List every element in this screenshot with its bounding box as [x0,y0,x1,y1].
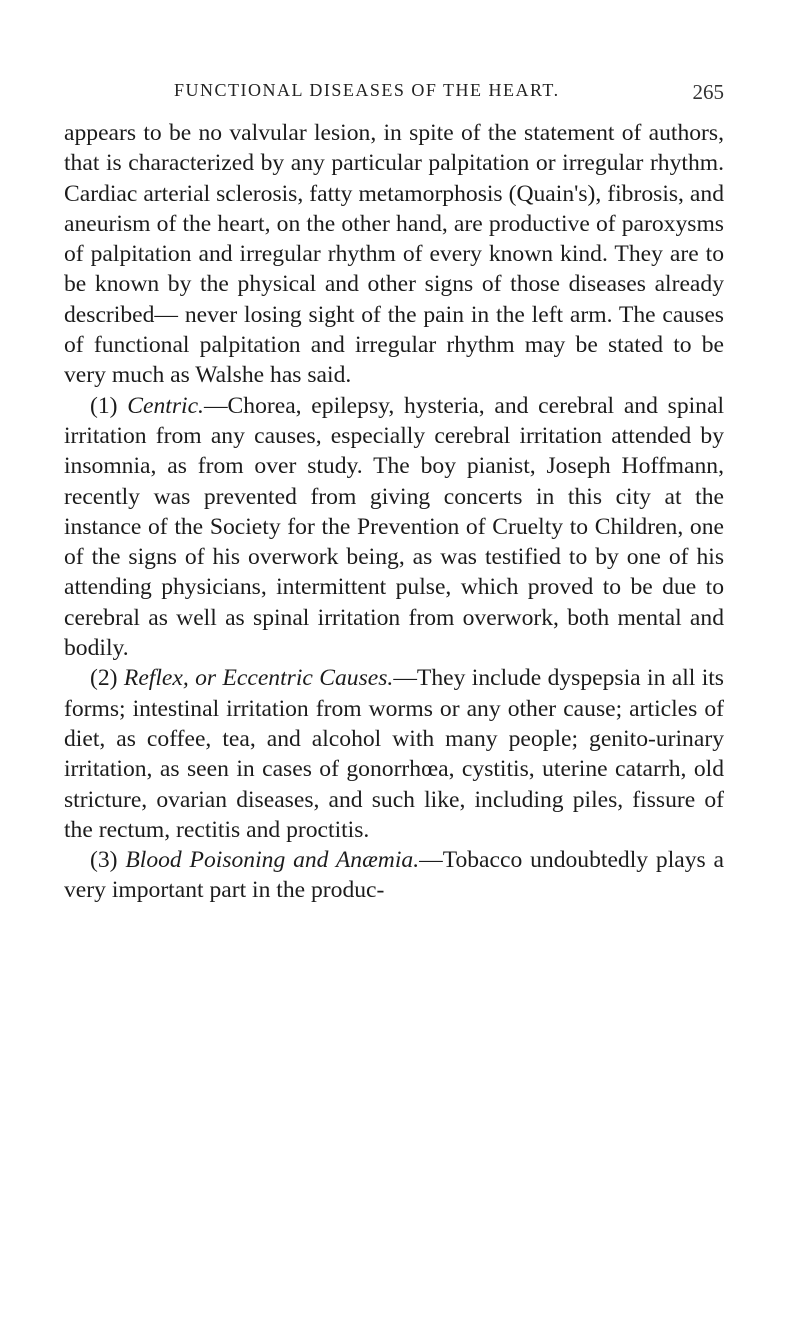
paragraph-text: —Tobacco undoubtedly plays a very important part in the produc- [64,847,725,904]
section-number: (3) [90,847,118,874]
page-header [64,80,724,108]
paragraph-centric [64,391,724,664]
section-number: (2) [90,665,118,692]
section-heading: Reflex, or Eccentric Causes. [123,665,394,692]
paragraph-blood-poisoning [64,845,724,906]
section-heading: Centric. [127,392,204,419]
paragraph-intro [64,118,724,391]
paragraph-text: —They include dyspepsia in all its forms; intestinal irritation from worms or any other cause; articles of diet, as coffee, tea, and alcohol with many people; genito-urinary irritation, as seen in cases of gonorrhœa, cystitis, uterine catarrh, old stricture, ovarian diseases, and such like, including piles, fissure of the rectum, rectitis and proctitis. [64,665,724,843]
page-number: 265 [692,80,724,104]
paragraph-reflex [64,663,724,845]
paragraph-text: —Chorea, epilepsy, hysteria, and cerebral and spinal irritation from any causes, especially cerebral irritation attended by insomnia, as from over study. The boy pianist, Joseph Hoffmann, recently was prevented from giving concerts in this city at the instance of the Society for the Prevention of Cruelty to Children, one of the signs of his overwork being, as was testified to by one of his attending physicians, intermittent pulse, which proved to be due to cerebral as well as spinal irritation from overwork, both mental and bodily. [64,392,724,662]
section-heading: Blood Poisoning and Anæmia. [125,847,420,874]
paragraph-text: appears to be no valvular lesion, in spite of the statement of authors, that is characterized by any particular palpitation or irregular rhythm. Cardiac arterial sclerosis, fatty metamorphosis (Quain's), fibrosis, and aneurism of the heart, on the other hand, are productive of paroxysms of palpitation and irregular rhythm of every known kind. They are to be known by the physical and other signs of those diseases already described— never losing sight of the pain in the left arm. The causes of functional palpitation and irregular rhythm may be stated to be very much as Walshe has said. [64,120,724,389]
section-number: (1) [90,392,118,419]
running-title: FUNCTIONAL DISEASES OF THE HEART. [174,80,560,100]
page-body [64,118,724,906]
